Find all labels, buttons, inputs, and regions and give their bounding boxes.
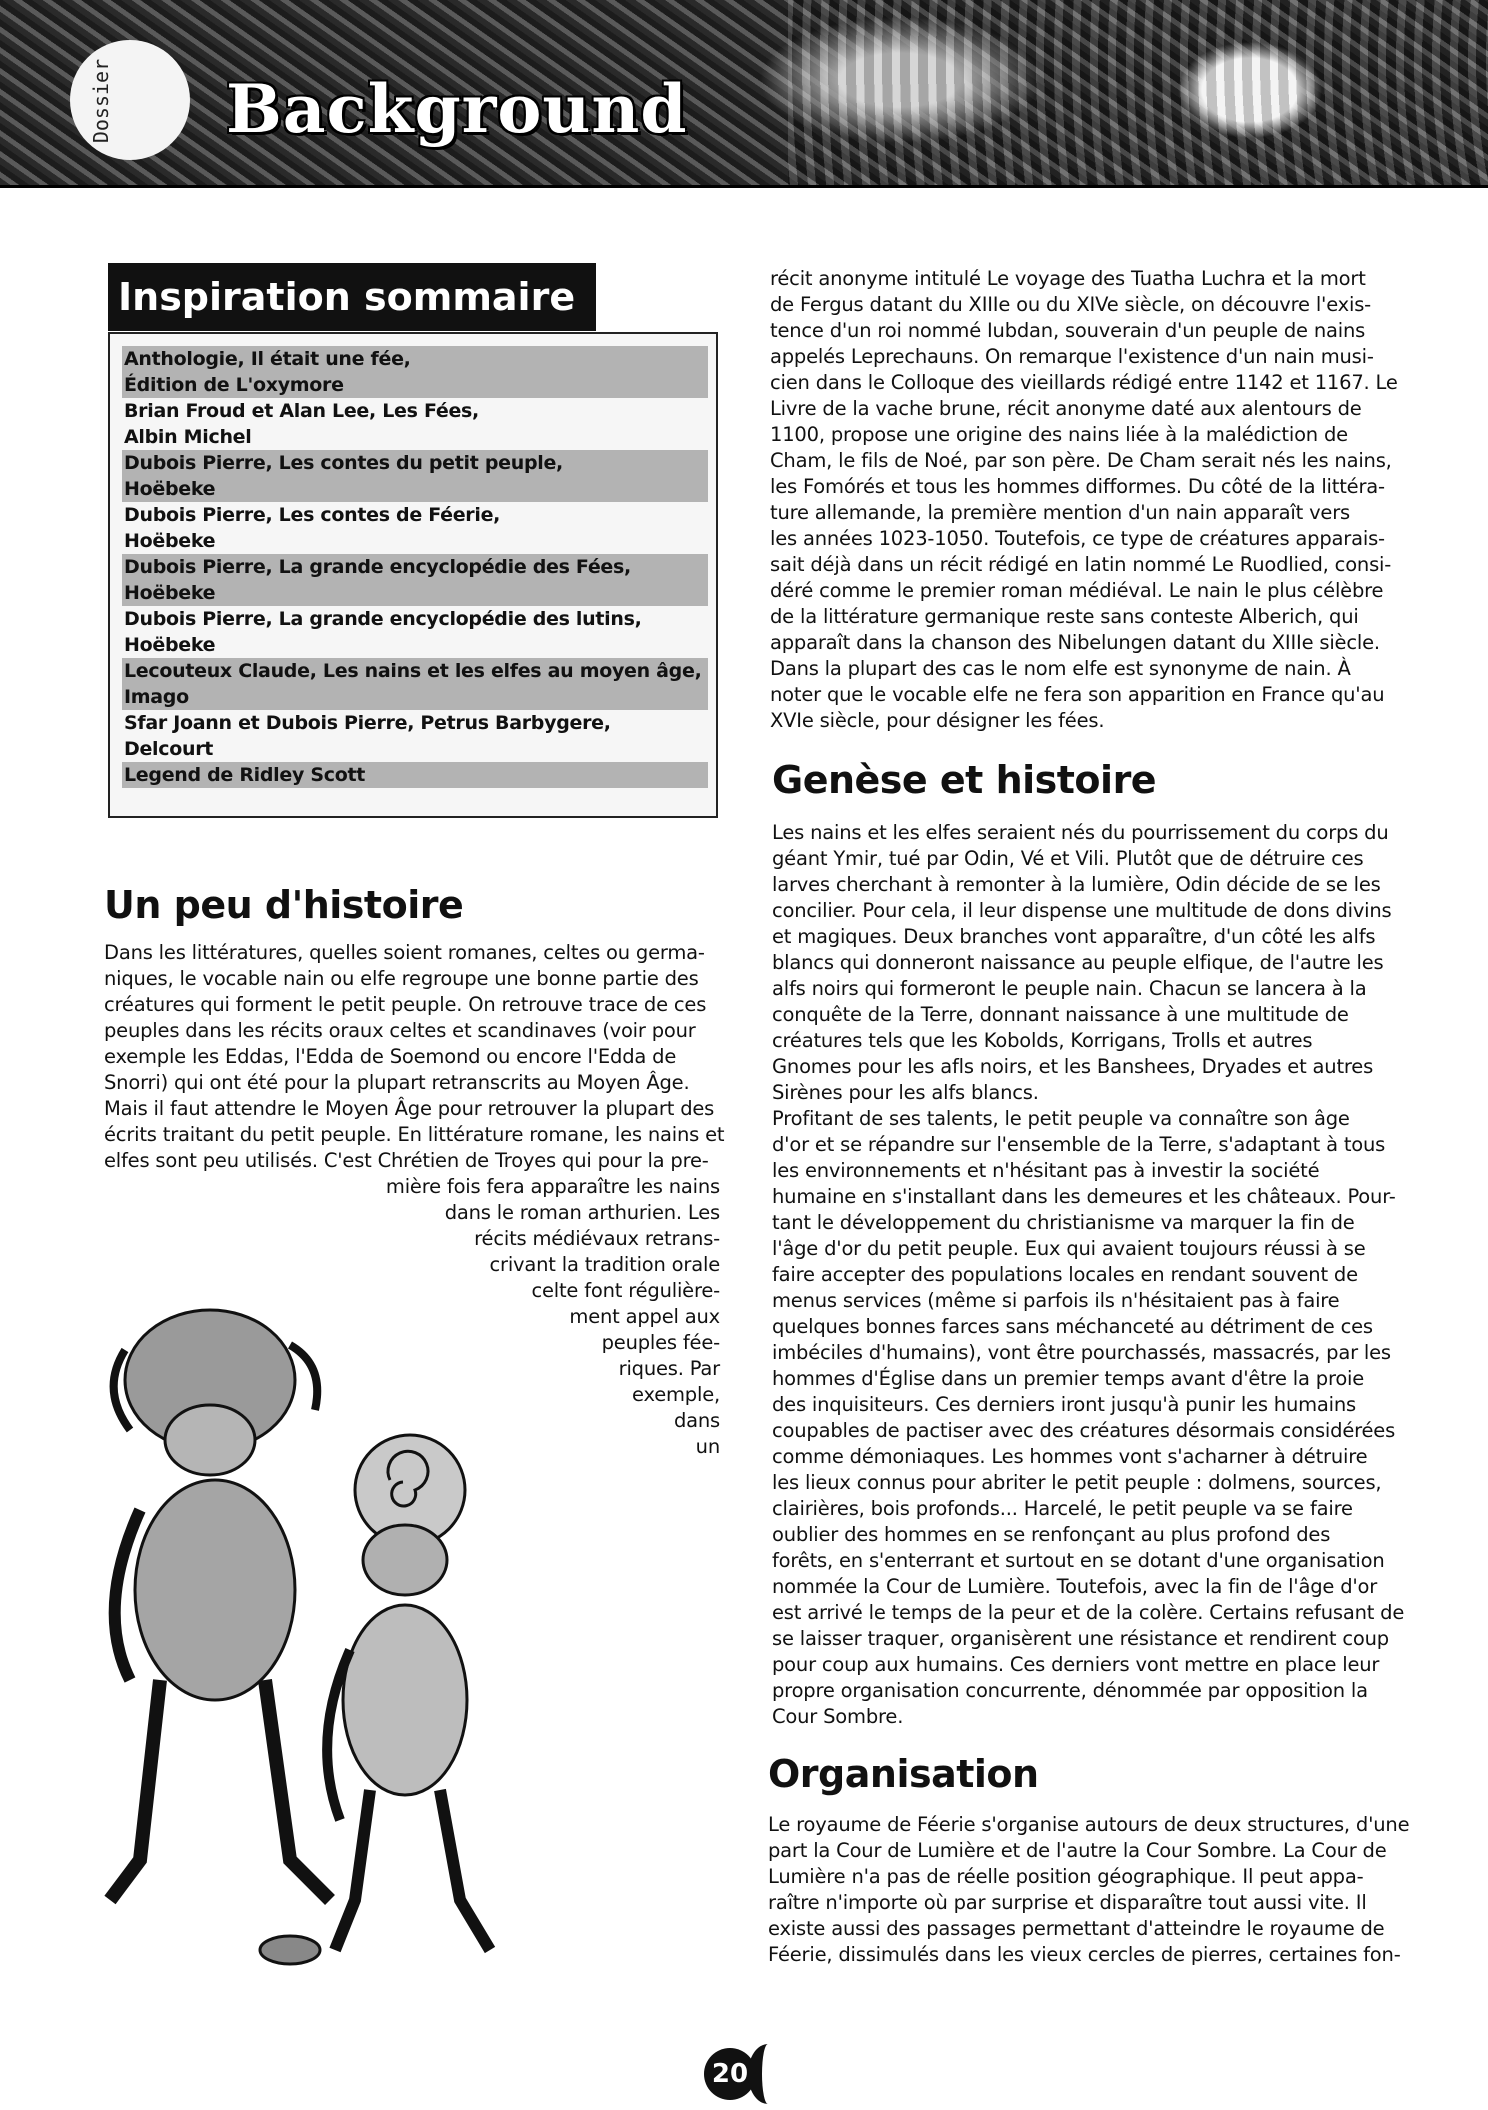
text-line: Mais il faut attendre le Moyen Âge pour retrouver la plupart des bbox=[104, 1097, 715, 1120]
text-line: écrits traitant du petit peuple. En littérature romane, les nains et bbox=[104, 1123, 725, 1146]
biblio-line: Legend de Ridley Scott bbox=[124, 764, 366, 786]
organisation-text bbox=[768, 1812, 1410, 1968]
text-line: celte font régulière- bbox=[531, 1279, 720, 1302]
section-label: Dossier bbox=[89, 58, 113, 144]
biblio-item bbox=[122, 606, 708, 658]
text-line: tence d'un roi nommé Iubdan, souverain d'un peuple de nains bbox=[770, 319, 1366, 342]
text-line: menus services (même si parfois ils n'hésitaient pas à faire bbox=[772, 1289, 1340, 1312]
section-heading-histoire: Un peu d'histoire bbox=[104, 883, 464, 927]
text-line: d'or et se répandre sur l'ensemble de la Terre, s'adaptant à tous bbox=[772, 1133, 1386, 1156]
text-line: se laisser traquer, organisèrent une résistance et rendirent coup bbox=[772, 1627, 1389, 1650]
text-line: créatures tels que les Kobolds, Korrigans, Trolls et autres bbox=[772, 1029, 1313, 1052]
text-line: tant le développement du christianisme va marquer la fin de bbox=[772, 1211, 1355, 1234]
page-number: 20 bbox=[704, 2048, 756, 2100]
text-line: Cham, le fils de Noé, par son père. De Cham serait nés les nains, bbox=[770, 449, 1392, 472]
header-banner bbox=[0, 0, 1488, 188]
text-line: Cour Sombre. bbox=[772, 1705, 904, 1728]
biblio-line: Dubois Pierre, Les contes du petit peuple, bbox=[124, 452, 563, 474]
text-line: mière fois fera apparaître les nains bbox=[385, 1175, 720, 1198]
text-line: pour coup aux humains. Ces derniers vont mettre en place leur bbox=[772, 1653, 1380, 1676]
biblio-line: Dubois Pierre, La grande encyclopédie des Fées, bbox=[124, 556, 631, 578]
biblio-line: Hoëbeke bbox=[124, 478, 216, 500]
text-line: appelés Leprechauns. On remarque l'existence d'un nain musi- bbox=[770, 345, 1374, 368]
text-line: créatures qui forment le petit peuple. On retrouve trace de ces bbox=[104, 993, 707, 1016]
biblio-line: Imago bbox=[124, 686, 189, 708]
text-line: ment appel aux bbox=[569, 1305, 720, 1328]
text-line: Snorri) qui ont été pour la plupart retranscrits au Moyen Âge. bbox=[104, 1071, 690, 1094]
text-line: Sirènes pour les alfs blancs. bbox=[772, 1081, 1039, 1104]
text-line: nommée la Cour de Lumière. Toutefois, avec la fin de l'âge d'or bbox=[772, 1575, 1378, 1598]
inspiration-box bbox=[108, 332, 718, 818]
text-line: propre organisation concurrente, dénommée par opposition la bbox=[772, 1679, 1368, 1702]
text-line: concilier. Pour cela, il leur dispense une multitude de dons divins bbox=[772, 899, 1392, 922]
biblio-line: Delcourt bbox=[124, 738, 214, 760]
text-line: Les nains et les elfes seraient nés du pourrissement du corps du bbox=[772, 821, 1389, 844]
text-line: géant Ymir, tué par Odin, Vé et Vili. Plutôt que de détruire ces bbox=[772, 847, 1364, 870]
text-line: exemple les Eddas, l'Edda de Soemond ou encore l'Edda de bbox=[104, 1045, 677, 1068]
text-line: comme démoniaques. Les hommes vont s'acharner à détruire bbox=[772, 1445, 1368, 1468]
text-line: quelques bonnes farces sans méchanceté au détriment de ces bbox=[772, 1315, 1373, 1338]
biblio-line: Anthologie, Il était une fée, bbox=[124, 348, 411, 370]
goblin-left bbox=[110, 1310, 330, 1900]
text-line: faire accepter des populations locales en rendant souvent de bbox=[772, 1263, 1358, 1286]
text-line: récit anonyme intitulé Le voyage des Tuatha Luchra et la mort bbox=[770, 267, 1366, 290]
text-line: ture allemande, la première mention d'un nain apparaît vers bbox=[770, 501, 1351, 524]
inspiration-title: Inspiration sommaire bbox=[108, 263, 596, 331]
text-line: Livre de la vache brune, récit anonyme daté aux alentours de bbox=[770, 397, 1362, 420]
biblio-item bbox=[122, 502, 708, 554]
biblio-item bbox=[122, 450, 708, 502]
text-line: dans bbox=[673, 1409, 720, 1432]
biblio-line: Sfar Joann et Dubois Pierre, Petrus Barbygere, bbox=[124, 712, 611, 734]
text-line: hommes d'Église dans un premier temps avant d'être la proie bbox=[772, 1367, 1365, 1390]
biblio-item bbox=[122, 658, 708, 710]
text-line: de Fergus datant du XIIIe ou du XIVe siècle, on découvre l'exis- bbox=[770, 293, 1372, 316]
text-line: récits médiévaux retrans- bbox=[474, 1227, 720, 1250]
text-line: Féerie, dissimulés dans les vieux cercles de pierres, certaines fon- bbox=[768, 1943, 1401, 1966]
text-line: conquête de la Terre, donnant naissance à une multitude de bbox=[772, 1003, 1349, 1026]
biblio-line: Lecouteux Claude, Les nains et les elfes au moyen âge, bbox=[124, 660, 702, 682]
histoire-continuation-text bbox=[770, 266, 1398, 734]
biblio-line: Hoëbeke bbox=[124, 530, 216, 552]
text-line: coupables de pactiser avec des créatures désormais considérées bbox=[772, 1419, 1396, 1442]
biblio-item bbox=[122, 762, 708, 788]
biblio-item bbox=[122, 554, 708, 606]
text-line: peuples dans les récits oraux celtes et scandinaves (voir pour bbox=[104, 1019, 696, 1042]
text-line: crivant la tradition orale bbox=[489, 1253, 720, 1276]
text-line: existe aussi des passages permettant d'atteindre le royaume de bbox=[768, 1917, 1385, 1940]
section-heading-organisation: Organisation bbox=[768, 1752, 1039, 1796]
biblio-item bbox=[122, 346, 708, 398]
text-line: les environnements et n'hésitant pas à investir la société bbox=[772, 1159, 1320, 1182]
text-line: cien dans le Colloque des vieillards rédigé entre 1142 et 1167. Le bbox=[770, 371, 1398, 394]
biblio-line: Hoëbeke bbox=[124, 582, 216, 604]
text-line: Lumière n'a pas de réelle position géographique. Il peut appa- bbox=[768, 1865, 1364, 1888]
text-line: les Fomórés et tous les hommes difformes. Du côté de la littéra- bbox=[770, 475, 1385, 498]
text-line: noter que le vocable elfe ne fera son apparition en France qu'au bbox=[770, 683, 1385, 706]
text-line: elfes sont peu utilisés. C'est Chrétien de Troyes qui pour la pre- bbox=[104, 1149, 709, 1172]
text-line: Dans les littératures, quelles soient romanes, celtes ou germa- bbox=[104, 941, 705, 964]
text-line: clairières, bois profonds... Harcelé, le petit peuple va se faire bbox=[772, 1497, 1353, 1520]
text-line: les années 1023-1050. Toutefois, ce type de créatures apparais- bbox=[770, 527, 1385, 550]
text-line: déré comme le premier roman médiéval. Le nain le plus célèbre bbox=[770, 579, 1384, 602]
text-line: Profitant de ses talents, le petit peuple va connaître son âge bbox=[772, 1107, 1350, 1130]
text-line: blancs qui donneront naissance au peuple elfique, de l'autre les bbox=[772, 951, 1384, 974]
text-line: oublier des hommes en se renfonçant au plus profond des bbox=[772, 1523, 1331, 1546]
text-line: XVIe siècle, pour désigner les fées. bbox=[770, 709, 1105, 732]
biblio-line: Édition de L'oxymore bbox=[124, 374, 344, 396]
biblio-line: Dubois Pierre, La grande encyclopédie des lutins, bbox=[124, 608, 642, 630]
text-line: imbéciles d'humains), vont être pourchassés, massacrés, par les bbox=[772, 1341, 1391, 1364]
text-line: l'âge d'or du petit peuple. Eux qui avaient toujours réussi à se bbox=[772, 1237, 1366, 1260]
biblio-item bbox=[122, 398, 708, 450]
text-line: est arrivé le temps de la peur et de la colère. Certains refusant de bbox=[772, 1601, 1405, 1624]
biblio-line: Hoëbeke bbox=[124, 634, 216, 656]
text-line: et magiques. Deux branches vont apparaître, d'un côté les alfs bbox=[772, 925, 1376, 948]
text-line: forêts, en s'enterrant et surtout en se dotant d'une organisation bbox=[772, 1549, 1385, 1572]
text-line: Dans la plupart des cas le nom elfe est synonyme de nain. À bbox=[770, 657, 1351, 680]
text-line: alfs noirs qui formeront le peuple nain. Chacun se lancera à la bbox=[772, 977, 1367, 1000]
genese-text bbox=[772, 820, 1405, 1730]
biblio-line: Albin Michel bbox=[124, 426, 252, 448]
text-line: dans le roman arthurien. Les bbox=[444, 1201, 720, 1224]
banner-artwork bbox=[788, 0, 1488, 185]
text-line: riques. Par bbox=[618, 1357, 720, 1380]
text-line: niques, le vocable nain ou elfe regroupe une bonne partie des bbox=[104, 967, 699, 990]
text-line: Le royaume de Féerie s'organise autours de deux structures, d'une bbox=[768, 1813, 1410, 1836]
goblins-illustration bbox=[100, 1260, 520, 1990]
small-turtle bbox=[260, 1936, 320, 1964]
text-line: un bbox=[695, 1435, 720, 1458]
page-title: Background bbox=[226, 70, 688, 148]
text-line: Gnomes pour les afls noirs, et les Banshees, Dryades et autres bbox=[772, 1055, 1374, 1078]
section-heading-genese: Genèse et histoire bbox=[772, 758, 1157, 802]
text-line: exemple, bbox=[632, 1383, 720, 1406]
text-line: 1100, propose une origine des nains liée à la malédiction de bbox=[770, 423, 1348, 446]
biblio-item bbox=[122, 710, 708, 762]
text-line: de la littérature germanique reste sans conteste Alberich, qui bbox=[770, 605, 1359, 628]
biblio-line: Brian Froud et Alan Lee, Les Fées, bbox=[124, 400, 479, 422]
text-line: apparaît dans la chanson des Nibelungen datant du XIIIe siècle. bbox=[770, 631, 1380, 654]
moon-icon bbox=[748, 2044, 788, 2104]
text-line: humaine en s'installant dans les demeures et les châteaux. Pour- bbox=[772, 1185, 1396, 1208]
text-line: larves cherchant à remonter à la lumière, Odin décide de se les bbox=[772, 873, 1381, 896]
text-line: part la Cour de Lumière et de l'autre la Cour Sombre. La Cour de bbox=[768, 1839, 1387, 1862]
text-line: des inquisiteurs. Ces derniers iront jusqu'à punir les humains bbox=[772, 1393, 1357, 1416]
text-line: sait déjà dans un récit rédigé en latin nommé Le Ruodlied, consi- bbox=[770, 553, 1392, 576]
text-line: raître n'importe où par surprise et disparaître tout aussi vite. Il bbox=[768, 1891, 1367, 1914]
biblio-line: Dubois Pierre, Les contes de Féerie, bbox=[124, 504, 501, 526]
text-line: peuples fée- bbox=[601, 1331, 720, 1354]
text-line: les lieux connus pour abriter le petit peuple : dolmens, sources, bbox=[772, 1471, 1382, 1494]
goblin-right bbox=[327, 1435, 490, 1950]
